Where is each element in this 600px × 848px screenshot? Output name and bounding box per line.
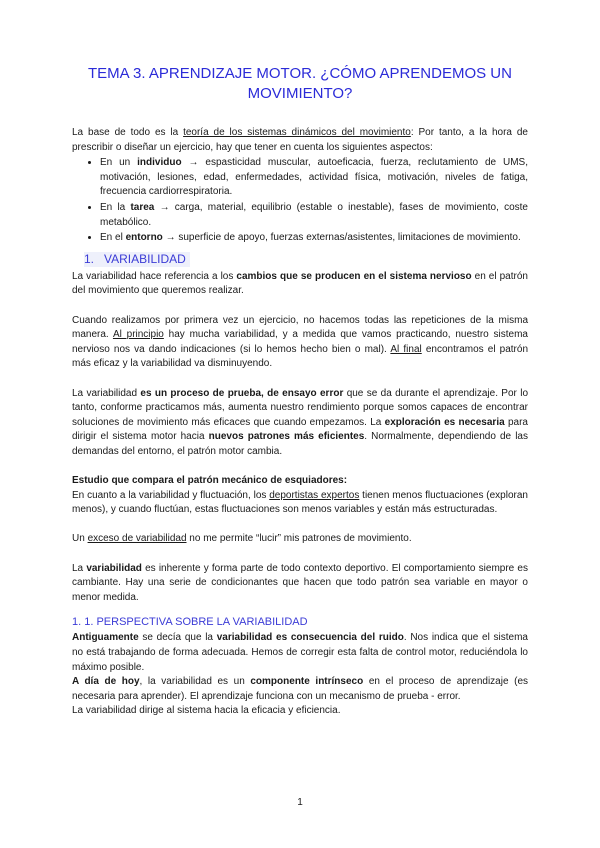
item-text: → carga, material, equilibrio (estable o inestable), fases de movimiento, coste metabólico. [100,201,528,228]
paragraph [72,387,528,460]
bold-text: exploración es necesaria [384,416,505,428]
bold-text: variabilidad [86,562,142,574]
item-keyword: tarea [130,201,155,213]
text: encontramos el patrón más eficaz y la variabilidad va disminuyendo. [72,343,529,370]
item-text: En la [100,201,131,213]
item-text: → superficie de apoyo, fuerzas externas/asistentes, limitaciones de movimiento. [162,232,521,244]
intro-paragraph [72,126,528,155]
paragraph [72,675,528,704]
text: En cuanto a la variabilidad y fluctuación, los [72,489,270,501]
text: La variabilidad [72,387,141,399]
item-text: En el [100,232,126,244]
text: que se da durante el aprendizaje. Por lo tanto, conforme practicamos más, aumenta nuestro rendimiento porque somos capaces de encontrar soluciones de movimiento más eficaces que cuando empezamos. La [72,387,529,428]
aspects-list [72,155,528,246]
text: en el proceso de aprendizaje (es necesaria para aprender). El aprendizaje funciona con un mecanismo de prueba - error. [72,676,529,702]
section-label: VARIABILIDAD [104,251,186,266]
paragraph: La variabilidad dirige al sistema hacia la eficacia y eficiencia. [72,705,341,717]
underlined-term: teoría de los sistemas dinámicos del movimiento [183,127,411,138]
underlined-text: Al final [390,343,422,355]
item-text: → espasticidad muscular, autoeficacia, fuerza, reclutamiento de UMS, motivación, lesiones, edad, enfermedades, actividad física, motivación, niveles de fatiga, frecuencia cardiorrespiratoria. [100,157,528,198]
text: La [72,562,87,574]
intro-text-end: : Por tanto, a la hora de prescribir o diseñar un ejercicio, hay que tener en cuenta los siguientes aspectos: [72,127,528,153]
text: es inherente y forma parte de todo contexto deportivo. El comportamiento siempre es cambiante. Hay una serie de condicionantes que hacen que todo patrón sea variable en mayor o menor medida. [72,562,528,603]
text: La variabilidad hace referencia a los [72,270,237,282]
document-page [72,64,528,719]
text: hay mucha variabilidad, y a medida que vamos practicando, nuestro sistema nervioso nos va dando indicaciones (si lo hemos hecho bien o mal). [72,329,528,355]
paragraph [72,631,528,675]
intro-text: La base de todo es la [72,127,184,138]
page-number: 1 [297,797,303,808]
bold-text: componente intrínseco [250,676,364,688]
underlined-text: deportistas expertos [269,489,360,501]
item-keyword: individuo [137,157,182,169]
study-heading [72,474,528,489]
paragraph [72,489,528,518]
list-item [100,230,528,246]
list-item [100,200,528,230]
section-heading-variabilidad [84,252,190,267]
bold-text: Estudio que compara el patrón mecánico de esquiadores: [72,475,348,487]
underlined-text: exceso de variabilidad [87,533,187,545]
text: no me permite “lucir” mis patrones de movimiento. [186,533,412,545]
underlined-text: Al principio [112,329,164,341]
text: para dirigir el sistema motor hacia [72,416,528,443]
paragraph [72,532,528,547]
list-item [100,155,528,200]
bold-text: es un proceso de prueba, de ensayo error [140,387,344,399]
bold-text: Antiguamente [72,632,139,644]
text: , la variabilidad es un [139,676,251,688]
paragraph [72,314,528,372]
text: Cuando realizamos por primera vez un ejercicio, no hacemos todas las repeticiones de la misma manera. [72,314,528,341]
bold-text: cambios que se producen en el sistema nervioso [236,270,472,282]
text: . Normalmente, dependiendo de las demandas del entorno, el patrón motor cambia. [72,431,528,457]
item-text: En un [100,157,138,169]
bold-text: variabilidad es consecuencia del ruido [216,632,404,644]
item-keyword: entorno [125,232,163,244]
text: . Nos indica que el sistema no está trabajando de forma adecuada. Hemos de corregir esta falta de control motor, reduciéndola lo máximo posible. [72,632,528,673]
text: tienen menos fluctuaciones (exploran menos), y cuando fluctúan, estas fluctuaciones son menos variables y están más estructuradas. [72,489,528,516]
subsection-heading: 1. 1. PERSPECTIVA SOBRE LA VARIABILIDAD [72,616,308,629]
page-title: TEMA 3. APRENDIZAJE MOTOR. ¿CÓMO APRENDEMOS UN MOVIMIENTO? [88,65,512,102]
text: se decía que la [138,632,217,644]
section-number: 1. [84,251,95,266]
bold-text: nuevos patrones más eficientes [208,431,365,443]
bold-text: A día de hoy [72,676,140,688]
paragraph [72,562,528,606]
text: en el patrón del movimiento que queremos realizar. [72,270,528,297]
paragraph [72,270,528,299]
text: Un [72,533,88,545]
